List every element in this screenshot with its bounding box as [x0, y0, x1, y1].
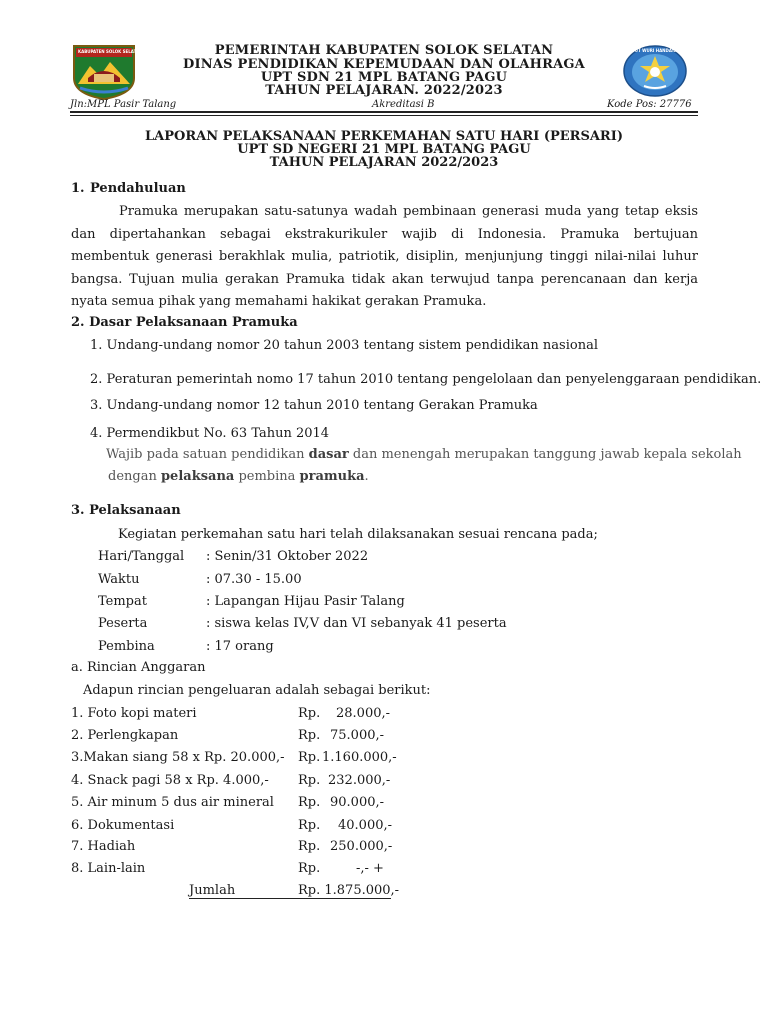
detail-value-place: : Lapangan Hijau Pasir Talang: [206, 594, 405, 609]
detail-value-date: : Senin/31 Oktober 2022: [206, 549, 369, 564]
section-1-number: 1.: [71, 181, 85, 196]
budget-amount-5: 90.000,-: [330, 795, 385, 810]
detail-label-participants: Peserta: [98, 616, 148, 631]
budget-currency-5: Rp.: [298, 795, 321, 810]
budget-currency-4: Rp.: [298, 773, 321, 788]
budget-item-8: 8. Lain-lain: [71, 861, 146, 876]
budget-amount-8: -,- +: [356, 861, 384, 876]
letterhead-address: Jln:MPL Pasir Talang: [70, 99, 177, 110]
budget-total-underline: [189, 898, 391, 899]
regency-logo-text: KABUPATEN SOLOK SELATAN: [78, 49, 143, 54]
report-title-line-2: UPT SD NEGERI 21 MPL BATANG PAGU: [237, 142, 531, 157]
section-3-intro: Kegiatan perkemahan satu hari telah dilaksanakan sesuai rencana pada;: [118, 527, 598, 542]
report-title-line-1: LAPORAN PELAKSANAAN PERKEMAHAN SATU HARI (PERSARI): [145, 129, 623, 144]
section-2-heading: 2. Dasar Pelaksanaan Pramuka: [71, 315, 298, 330]
detail-label-date: Hari/Tanggal: [98, 549, 185, 564]
note-text: dengan: [108, 469, 161, 484]
budget-intro: Adapun rincian pengeluaran adalah sebagai berikut:: [83, 683, 431, 698]
budget-currency-1: Rp.: [298, 706, 321, 721]
legal-basis-item-1: 1. Undang-undang nomor 20 tahun 2003 tentang sistem pendidikan nasional: [90, 338, 598, 353]
budget-item-7: 7. Hadiah: [71, 839, 136, 854]
note-text: Wajib pada satuan pendidikan: [106, 447, 309, 462]
note-text: .: [364, 469, 369, 484]
section-1-paragraph-text: Pramuka merupakan satu-satunya wadah pembinaan generasi muda yang tetap eksis dan dipertahankan sebagai ekstrakurikuler wajib di Indonesia. Pramuka bertujuan membentuk generasi berakhlak mulia, patriotik, disiplin, menjunjung tinggi nilai-nilai luhur bangsa. Tujuan mulia gerakan Pramuka tidak akan terwujud tanpa perencanaan dan kerja nyata semua pihak yang memahami hakikat gerakan Pramuka.: [71, 204, 698, 309]
detail-value-coach: : 17 orang: [206, 639, 274, 654]
detail-value-time: : 07.30 - 15.00: [206, 572, 302, 587]
letterhead-divider-thin: [70, 115, 698, 116]
detail-label-place: Tempat: [98, 594, 147, 609]
budget-item-4: 4. Snack pagi 58 x Rp. 4.000,-: [71, 773, 269, 788]
budget-amount-2: 75.000,-: [330, 728, 385, 743]
budget-total-value: Rp. 1.875.000,-: [298, 883, 400, 898]
note-text: pembina: [234, 469, 300, 484]
letterhead-line-4: TAHUN PELAJARAN. 2022/2023: [265, 83, 503, 98]
budget-amount-3: 1.160.000,-: [322, 750, 397, 765]
letterhead-accreditation: Akreditasi B: [372, 99, 435, 110]
letterhead-divider-thick: [70, 111, 698, 113]
budget-item-6: 6. Dokumentasi: [71, 818, 175, 833]
note-bold-pramuka: pramuka: [299, 469, 365, 484]
note-bold-pelaksana: pelaksana: [160, 469, 235, 484]
legal-basis-note-line-2: [108, 469, 369, 484]
budget-item-1: 1. Foto kopi materi: [71, 706, 197, 721]
note-text: dan menengah merupakan tanggung jawab kepala sekolah: [348, 447, 742, 462]
section-3-heading: 3. Pelaksanaan: [71, 503, 181, 518]
section-1-paragraph: [71, 201, 698, 314]
budget-amount-4: 232.000,-: [328, 773, 391, 788]
legal-basis-item-4: 4. Permendikbut No. 63 Tahun 2014: [90, 426, 330, 441]
budget-amount-1: 28.000,-: [336, 706, 391, 721]
budget-currency-3: Rp.: [298, 750, 321, 765]
budget-heading: a. Rincian Anggaran: [71, 660, 206, 675]
detail-value-participants: : siswa kelas IV,V dan VI sebanyak 41 peserta: [206, 616, 507, 631]
budget-amount-6: 40.000,-: [338, 818, 393, 833]
budget-total-label: Jumlah: [189, 883, 236, 898]
budget-amount-7: 250.000,-: [330, 839, 393, 854]
budget-item-5: 5. Air minum 5 dus air mineral: [71, 795, 274, 810]
budget-currency-6: Rp.: [298, 818, 321, 833]
letterhead-postal-code: Kode Pos: 27776: [607, 99, 692, 110]
budget-currency-2: Rp.: [298, 728, 321, 743]
detail-label-coach: Pembina: [98, 639, 155, 654]
legal-basis-note-line-1: [106, 447, 742, 462]
tut-wuri-logo-text: TUT WURI HANDAYANI: [632, 48, 682, 53]
budget-currency-7: Rp.: [298, 839, 321, 854]
report-title-line-3: TAHUN PELAJARAN 2022/2023: [269, 155, 499, 170]
section-1-heading: Pendahuluan: [90, 181, 186, 196]
legal-basis-item-3: 3. Undang-undang nomor 12 tahun 2010 tentang Gerakan Pramuka: [90, 398, 538, 413]
letterhead-line-2: DINAS PENDIDIKAN KEPEMUDAAN DAN OLAHRAGA: [183, 57, 585, 72]
budget-item-2: 2. Perlengkapan: [71, 728, 179, 743]
legal-basis-item-2: 2. Peraturan pemerintah nomo 17 tahun 2010 tentang pengelolaan dan penyelenggaraan pendidikan.: [90, 372, 762, 387]
detail-label-time: Waktu: [98, 572, 140, 587]
letterhead-line-1: PEMERINTAH KABUPATEN SOLOK SELATAN: [214, 43, 554, 58]
budget-currency-8: Rp.: [298, 861, 321, 876]
letterhead-line-3: UPT SDN 21 MPL BATANG PAGU: [260, 70, 508, 85]
note-bold-dasar: dasar: [308, 447, 349, 462]
budget-item-3: 3.Makan siang 58 x Rp. 20.000,-: [71, 750, 285, 765]
